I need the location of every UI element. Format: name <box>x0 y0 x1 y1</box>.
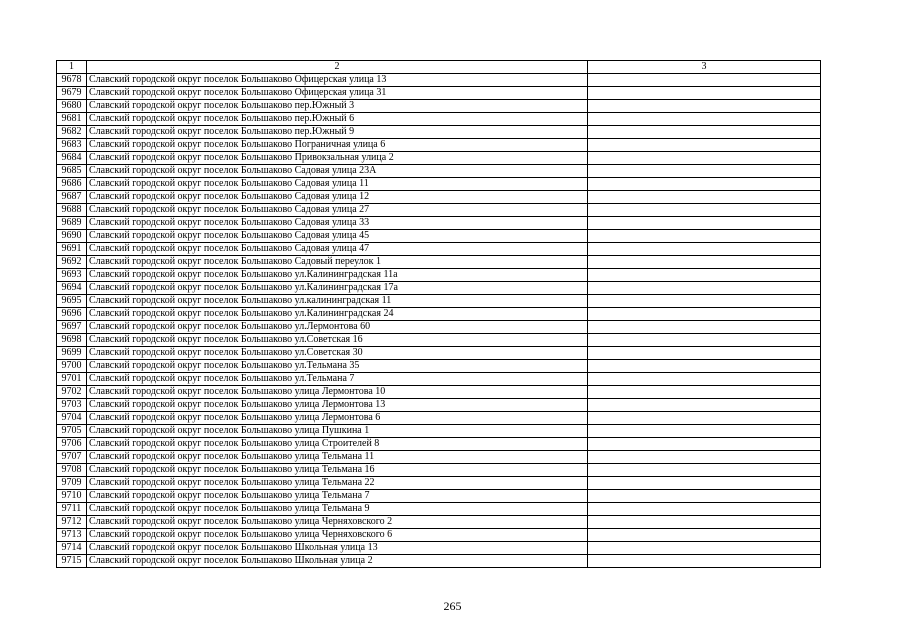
table-row <box>57 529 821 542</box>
row-number-cell: 9679 <box>57 87 87 100</box>
address-cell: Славский городской округ поселок Большаково улица Тельмана 9 <box>87 503 588 516</box>
extra-cell <box>588 490 821 503</box>
extra-cell <box>588 282 821 295</box>
row-number-cell: 9687 <box>57 191 87 204</box>
row-number-cell: 9698 <box>57 334 87 347</box>
table-row <box>57 542 821 555</box>
extra-cell <box>588 516 821 529</box>
row-number-cell: 9713 <box>57 529 87 542</box>
address-cell: Славский городской округ поселок Большаково пер.Южный 6 <box>87 113 588 126</box>
extra-cell <box>588 477 821 490</box>
extra-cell <box>588 334 821 347</box>
address-cell: Славский городской округ поселок Большаково улица Черняховского 6 <box>87 529 588 542</box>
table-row <box>57 425 821 438</box>
table-row <box>57 126 821 139</box>
row-number-cell: 9696 <box>57 308 87 321</box>
table-row <box>57 165 821 178</box>
table-header-row <box>57 61 821 74</box>
row-number-cell: 9691 <box>57 243 87 256</box>
table-row <box>57 217 821 230</box>
address-cell: Славский городской округ поселок Большаково улица Тельмана 7 <box>87 490 588 503</box>
extra-cell <box>588 204 821 217</box>
table-row <box>57 100 821 113</box>
address-table <box>56 60 821 568</box>
table-row <box>57 178 821 191</box>
address-cell: Славский городской округ поселок Большаково улица Пушкина 1 <box>87 425 588 438</box>
row-number-cell: 9678 <box>57 74 87 87</box>
row-number-cell: 9710 <box>57 490 87 503</box>
extra-cell <box>588 87 821 100</box>
page-number: 265 <box>443 599 462 613</box>
row-number-cell: 9693 <box>57 269 87 282</box>
address-cell: Славский городской округ поселок Большаково улица Черняховского 2 <box>87 516 588 529</box>
extra-cell <box>588 295 821 308</box>
column-header-number: 1 <box>57 61 87 74</box>
extra-cell <box>588 139 821 152</box>
address-cell: Славский городской округ поселок Большаково Пограничная улица 6 <box>87 139 588 152</box>
table-row <box>57 321 821 334</box>
row-number-cell: 9712 <box>57 516 87 529</box>
row-number-cell: 9703 <box>57 399 87 412</box>
extra-cell <box>588 347 821 360</box>
extra-cell <box>588 464 821 477</box>
extra-cell <box>588 360 821 373</box>
extra-cell <box>588 412 821 425</box>
extra-cell <box>588 113 821 126</box>
row-number-cell: 9706 <box>57 438 87 451</box>
extra-cell <box>588 308 821 321</box>
table-body <box>57 74 821 568</box>
address-cell: Славский городской округ поселок Большаково Садовая улица 33 <box>87 217 588 230</box>
row-number-cell: 9701 <box>57 373 87 386</box>
address-cell: Славский городской округ поселок Большаково Школьная улица 13 <box>87 542 588 555</box>
table-row <box>57 191 821 204</box>
row-number-cell: 9700 <box>57 360 87 373</box>
extra-cell <box>588 269 821 282</box>
address-cell: Славский городской округ поселок Большаково Садовая улица 23А <box>87 165 588 178</box>
table-row <box>57 230 821 243</box>
table-row <box>57 139 821 152</box>
address-cell: Славский городской округ поселок Большаково ул.Советская 30 <box>87 347 588 360</box>
table-row <box>57 269 821 282</box>
extra-cell <box>588 399 821 412</box>
table-row <box>57 477 821 490</box>
extra-cell <box>588 542 821 555</box>
address-cell: Славский городской округ поселок Большаково Садовая улица 27 <box>87 204 588 217</box>
extra-cell <box>588 451 821 464</box>
address-cell: Славский городской округ поселок Большаково пер.Южный 3 <box>87 100 588 113</box>
address-cell: Славский городской округ поселок Большаково улица Тельмана 16 <box>87 464 588 477</box>
table-row <box>57 87 821 100</box>
extra-cell <box>588 503 821 516</box>
table-row <box>57 334 821 347</box>
address-cell: Славский городской округ поселок Большаково Садовая улица 47 <box>87 243 588 256</box>
address-cell: Славский городской округ поселок Большаково пер.Южный 9 <box>87 126 588 139</box>
extra-cell <box>588 74 821 87</box>
table-row <box>57 490 821 503</box>
extra-cell <box>588 555 821 568</box>
row-number-cell: 9708 <box>57 464 87 477</box>
table-row <box>57 373 821 386</box>
table-row <box>57 386 821 399</box>
address-cell: Славский городской округ поселок Большаково ул.Тельмана 35 <box>87 360 588 373</box>
table-row <box>57 360 821 373</box>
address-cell: Славский городской округ поселок Большаково ул.Лермонтова 60 <box>87 321 588 334</box>
extra-cell <box>588 217 821 230</box>
table-row <box>57 451 821 464</box>
extra-cell <box>588 386 821 399</box>
address-cell: Славский городской округ поселок Большаково Садовый переулок 1 <box>87 256 588 269</box>
address-cell: Славский городской округ поселок Большаково ул.Калининградская 17а <box>87 282 588 295</box>
row-number-cell: 9702 <box>57 386 87 399</box>
extra-cell <box>588 165 821 178</box>
address-cell: Славский городской округ поселок Большаково ул.Тельмана 7 <box>87 373 588 386</box>
extra-cell <box>588 256 821 269</box>
address-cell: Славский городской округ поселок Большаково Садовая улица 11 <box>87 178 588 191</box>
extra-cell <box>588 191 821 204</box>
address-cell: Славский городской округ поселок Большаково улица Лермонтова 6 <box>87 412 588 425</box>
table-row <box>57 399 821 412</box>
table-row <box>57 464 821 477</box>
table-row <box>57 243 821 256</box>
table-row <box>57 347 821 360</box>
row-number-cell: 9683 <box>57 139 87 152</box>
address-cell: Славский городской округ поселок Большаково Офицерская улица 13 <box>87 74 588 87</box>
row-number-cell: 9694 <box>57 282 87 295</box>
row-number-cell: 9682 <box>57 126 87 139</box>
extra-cell <box>588 152 821 165</box>
column-header-address: 2 <box>87 61 588 74</box>
address-cell: Славский городской округ поселок Большаково улица Строителей 8 <box>87 438 588 451</box>
extra-cell <box>588 425 821 438</box>
row-number-cell: 9705 <box>57 425 87 438</box>
address-cell: Славский городской округ поселок Большаково ул.Калининградская 11а <box>87 269 588 282</box>
row-number-cell: 9680 <box>57 100 87 113</box>
row-number-cell: 9697 <box>57 321 87 334</box>
row-number-cell: 9715 <box>57 555 87 568</box>
row-number-cell: 9699 <box>57 347 87 360</box>
table-row <box>57 412 821 425</box>
extra-cell <box>588 230 821 243</box>
address-cell: Славский городской округ поселок Большаково ул.Советская 16 <box>87 334 588 347</box>
address-cell: Славский городской округ поселок Большаково улица Лермонтова 10 <box>87 386 588 399</box>
table-row <box>57 74 821 87</box>
row-number-cell: 9681 <box>57 113 87 126</box>
row-number-cell: 9704 <box>57 412 87 425</box>
extra-cell <box>588 178 821 191</box>
address-cell: Славский городской округ поселок Большаково улица Тельмана 11 <box>87 451 588 464</box>
table-row <box>57 282 821 295</box>
table-row <box>57 308 821 321</box>
row-number-cell: 9711 <box>57 503 87 516</box>
row-number-cell: 9714 <box>57 542 87 555</box>
column-header-extra: 3 <box>588 61 821 74</box>
table-row <box>57 555 821 568</box>
address-cell: Славский городской округ поселок Большаково Привокзальная улица 2 <box>87 152 588 165</box>
table-row <box>57 152 821 165</box>
row-number-cell: 9707 <box>57 451 87 464</box>
extra-cell <box>588 100 821 113</box>
row-number-cell: 9685 <box>57 165 87 178</box>
address-cell: Славский городской округ поселок Большаково ул.Калининградская 24 <box>87 308 588 321</box>
row-number-cell: 9692 <box>57 256 87 269</box>
row-number-cell: 9690 <box>57 230 87 243</box>
address-cell: Славский городской округ поселок Большаково Школьная улица 2 <box>87 555 588 568</box>
extra-cell <box>588 321 821 334</box>
table-row <box>57 438 821 451</box>
address-cell: Славский городской округ поселок Большаково Садовая улица 12 <box>87 191 588 204</box>
table-row <box>57 503 821 516</box>
address-cell: Славский городской округ поселок Большаково Садовая улица 45 <box>87 230 588 243</box>
table-row <box>57 295 821 308</box>
row-number-cell: 9686 <box>57 178 87 191</box>
extra-cell <box>588 438 821 451</box>
extra-cell <box>588 373 821 386</box>
extra-cell <box>588 126 821 139</box>
address-cell: Славский городской округ поселок Большаково Офицерская улица 31 <box>87 87 588 100</box>
address-cell: Славский городской округ поселок Большаково улица Тельмана 22 <box>87 477 588 490</box>
extra-cell <box>588 243 821 256</box>
table-row <box>57 204 821 217</box>
row-number-cell: 9688 <box>57 204 87 217</box>
table-row <box>57 256 821 269</box>
extra-cell <box>588 529 821 542</box>
table-row <box>57 516 821 529</box>
row-number-cell: 9709 <box>57 477 87 490</box>
row-number-cell: 9689 <box>57 217 87 230</box>
row-number-cell: 9684 <box>57 152 87 165</box>
table-row <box>57 113 821 126</box>
address-cell: Славский городской округ поселок Большаково ул.калининградская 11 <box>87 295 588 308</box>
address-cell: Славский городской округ поселок Большаково улица Лермонтова 13 <box>87 399 588 412</box>
row-number-cell: 9695 <box>57 295 87 308</box>
